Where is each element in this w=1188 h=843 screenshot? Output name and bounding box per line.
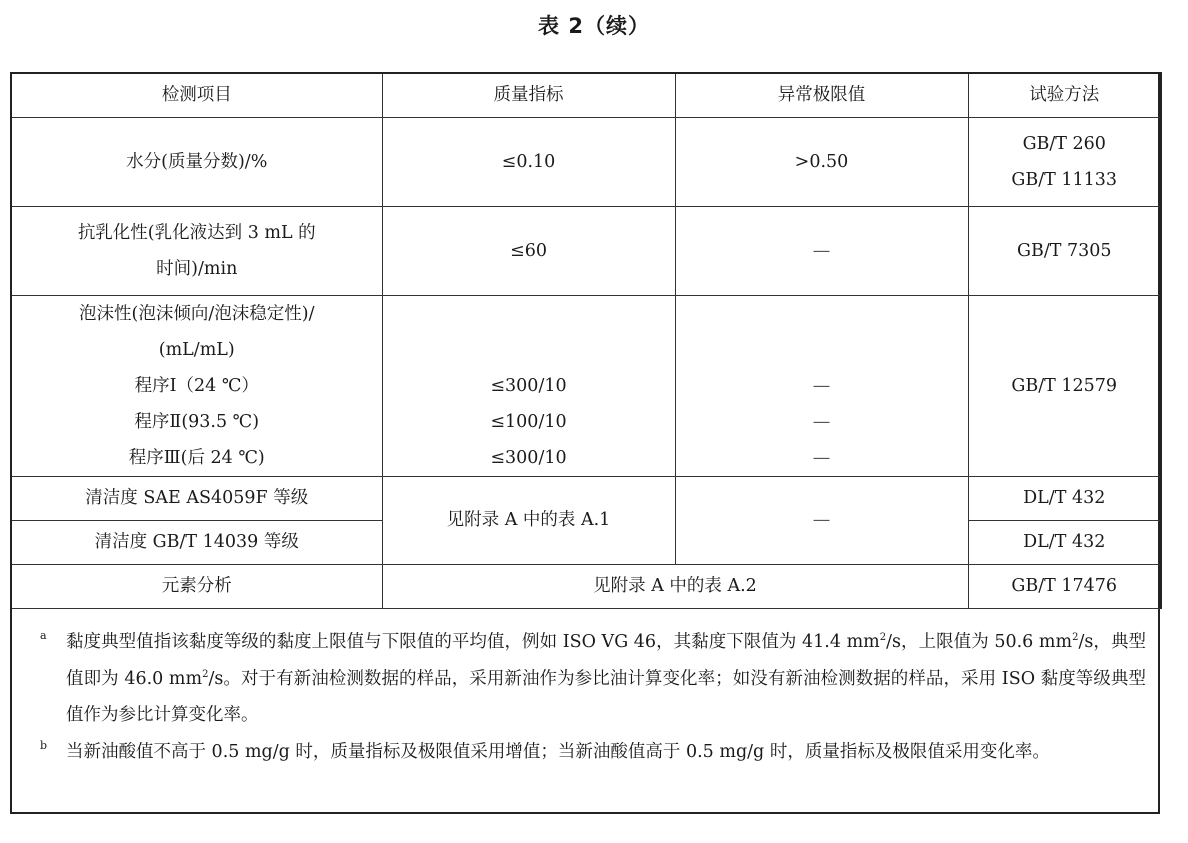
foam-seq-1: 程序Ⅰ（24 ℃） <box>134 375 259 396</box>
row-foam <box>11 295 1161 476</box>
note-a-mark: a <box>40 629 47 642</box>
demulsibility-limit: — <box>675 206 968 295</box>
foam-quality-3: ≤300/10 <box>490 447 567 468</box>
water-method-1: GB/T 260 <box>1022 133 1106 154</box>
note-b <box>40 734 1146 771</box>
foam-limit <box>675 295 968 476</box>
header-limit: 异常极限值 <box>675 73 968 117</box>
note-b-mark: b <box>40 738 48 752</box>
note-a-part3: /s，典型值即为 46.0 mm <box>66 632 1146 689</box>
table-caption: 表 2（续） <box>538 14 650 38</box>
water-quality: ≤0.10 <box>382 117 675 206</box>
foam-seq-2: 程序Ⅱ(93.5 ℃) <box>134 411 260 432</box>
demulsibility-method: GB/T 7305 <box>968 206 1161 295</box>
foam-limit-3: — <box>812 447 831 468</box>
elements-item: 元素分析 <box>11 564 382 608</box>
foam-item-line1: 泡沫性(泡沫倾向/泡沫稳定性)/ <box>79 303 315 324</box>
clean-limit: — <box>675 476 968 564</box>
note-a-part2: /s，上限值为 50.6 mm <box>886 632 1073 652</box>
clean-gb-item: 清洁度 GB/T 14039 等级 <box>11 520 382 564</box>
row-demulsibility <box>11 206 1161 295</box>
note-a-part4: /s。对于有新油检测数据的样品，采用新油作为参比油计算变化率；如没有新油检测数据的样品，采用 ISO 黏度等级典型值作为参比计算变化率。 <box>66 668 1146 725</box>
row-elements <box>11 564 1161 608</box>
note-a-sup3: 2 <box>202 668 209 680</box>
clean-gb-method: DL/T 432 <box>968 520 1161 564</box>
table-notes <box>10 614 1160 770</box>
foam-limit-1: — <box>812 375 831 396</box>
demulsibility-item <box>11 206 382 295</box>
header-quality: 质量指标 <box>382 73 675 117</box>
foam-quality-1: ≤300/10 <box>490 375 567 396</box>
foam-limit-2: — <box>812 411 831 432</box>
header-item: 检测项目 <box>11 73 382 117</box>
note-a-part1: 黏度典型值指该黏度等级的黏度上限值与下限值的平均值，例如 ISO VG 46，其黏度下限值为 41.4 mm <box>66 632 880 652</box>
clean-sae-item: 清洁度 SAE AS4059F 等级 <box>11 476 382 520</box>
row-water <box>11 117 1161 206</box>
header-row <box>11 73 1161 117</box>
water-method <box>968 117 1161 206</box>
clean-quality: 见附录 A 中的表 A.1 <box>382 476 675 564</box>
foam-quality-2: ≤100/10 <box>490 411 567 432</box>
header-method: 试验方法 <box>968 73 1161 117</box>
clean-sae-method: DL/T 432 <box>968 476 1161 520</box>
note-a-text <box>66 624 1146 734</box>
demulsibility-item-line2: 时间)/min <box>156 258 238 279</box>
foam-method: GB/T 12579 <box>968 295 1161 476</box>
demulsibility-quality: ≤60 <box>382 206 675 295</box>
water-method-2: GB/T 11133 <box>1011 169 1118 190</box>
note-a-sup2: 2 <box>1072 632 1079 644</box>
note-a-sup1: 2 <box>879 632 887 644</box>
foam-seq-3: 程序Ⅲ(后 24 ℃) <box>128 447 265 468</box>
elements-method: GB/T 17476 <box>968 564 1161 608</box>
oil-quality-table <box>10 72 1162 609</box>
foam-item-line2: (mL/mL) <box>158 339 235 360</box>
foam-item <box>11 295 382 476</box>
note-b-text: 当新油酸值不高于 0.5 mg/g 时，质量指标及极限值采用增值；当新油酸值高于 0.5 mg/g 时，质量指标及极限值采用变化率。 <box>66 741 1050 762</box>
foam-quality <box>382 295 675 476</box>
water-limit: >0.50 <box>675 117 968 206</box>
note-a <box>40 624 1146 734</box>
demulsibility-item-line1: 抗乳化性(乳化液达到 3 mL 的 <box>77 222 316 243</box>
elements-quality: 见附录 A 中的表 A.2 <box>382 564 968 608</box>
row-clean-sae <box>11 476 1161 520</box>
water-item: 水分(质量分数)/% <box>11 117 382 206</box>
